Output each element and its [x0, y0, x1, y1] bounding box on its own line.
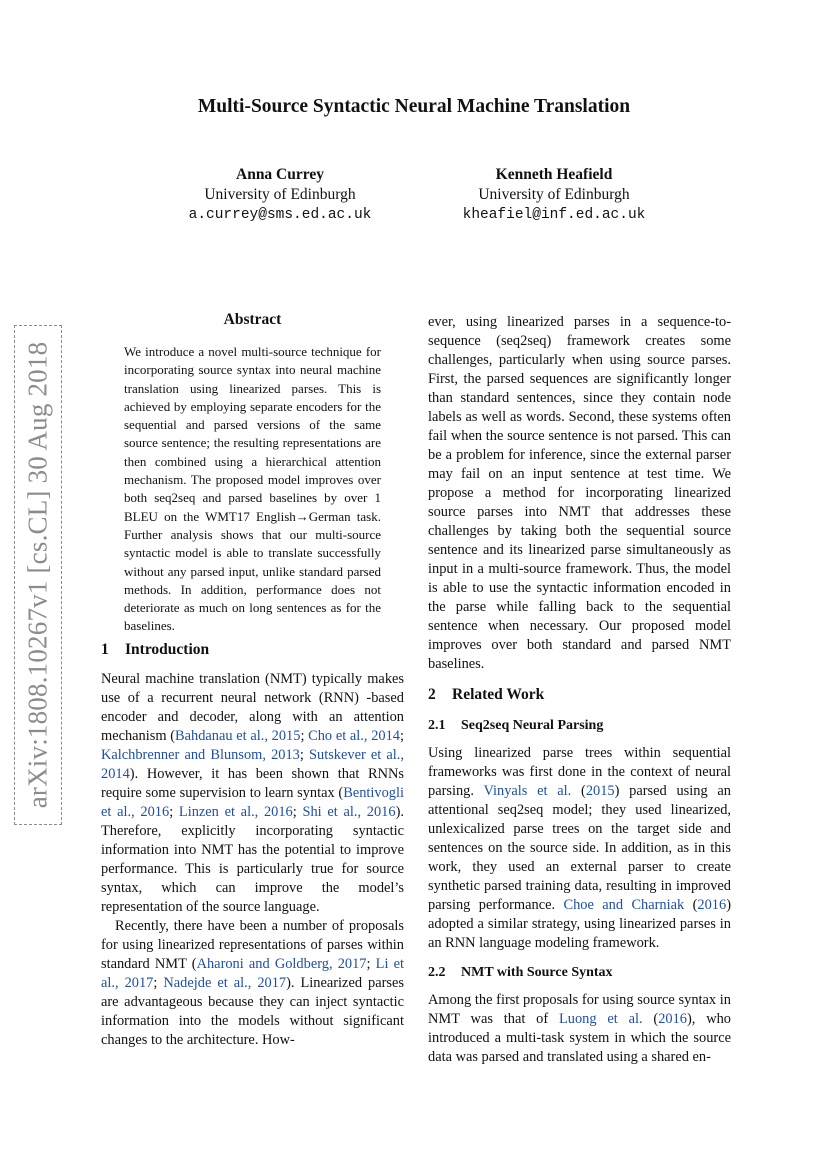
section-heading-introduction: [101, 641, 209, 659]
abstract-text: We introduce a novel multi-source technique for incorporating source syntax into neural machine translation using linearized parses. This is achieved by employing separate encoders for the sequential and parsed versions of the same source sentence; the resulting representations are then combined using a hierarchical attention mechanism. The proposed model improves over both seq2seq and parsed baselines by over 1 BLEU on the WMT17 English→German task. Further analysis shows that our multi-source syntactic model is able to translate successfully without any parsed input, unlike standard parsed methods. In addition, performance does not deteriorate as much on long sentences as for the baselines.: [124, 344, 381, 634]
arxiv-stamp-text: arXiv:1808.10267v1 [cs.CL] 30 Aug 2018: [22, 341, 53, 809]
related-2-2-body: [428, 991, 731, 1067]
text-run: ;: [399, 728, 404, 744]
section-number: 1: [101, 641, 109, 658]
abstract-heading: Abstract: [223, 311, 282, 328]
author-email: kheafiel@inf.ed.ac.uk: [462, 207, 646, 223]
subsection-heading-nmt-source-syntax: [428, 965, 613, 981]
text-run: Among the first proposals for using source syntax in NMT was that of: [428, 992, 731, 1027]
citation-link[interactable]: 2015: [585, 783, 615, 799]
citation-link[interactable]: Nadejde et al., 2017: [163, 975, 287, 991]
citation-link[interactable]: Vinyals et al.: [483, 783, 572, 799]
author-block: [130, 165, 430, 225]
text-run: ;: [292, 804, 303, 820]
text-run: (: [642, 1011, 659, 1027]
paper-title: Multi-Source Syntactic Neural Machine Translation: [197, 96, 631, 117]
text-run: (: [571, 783, 586, 799]
author-affiliation: University of Edinburgh: [204, 186, 356, 203]
text-run: (: [684, 897, 698, 913]
paragraph: [101, 917, 404, 1050]
citation-link[interactable]: Kalchbrenner and Blunsom, 2013: [101, 747, 300, 763]
text-run: ;: [299, 747, 309, 763]
text-run: ), who introduced a multi-task system in which the source data was parsed and translated using a shared en-: [428, 1011, 732, 1065]
text-run: ). However, it has been shown that RNNs require some supervision to learn syntax (: [101, 766, 404, 801]
intro-body: [101, 670, 404, 1050]
citation-link[interactable]: Li et al., 2017: [101, 956, 404, 991]
author-block: [404, 165, 704, 225]
citation-link[interactable]: Sutskever et al., 2014: [101, 747, 404, 782]
text-run: ). Therefore, explicitly incorporating syntactic information into NMT has the potential to improve performance. This is particularly true for source syntax, which can improve the model’s representation of the source language.: [101, 804, 404, 915]
citation-link[interactable]: Cho et al., 2014: [308, 728, 400, 744]
citation-link[interactable]: Bentivogli et al., 2016: [101, 785, 404, 820]
citation-link[interactable]: Choe and Charniak: [563, 897, 685, 913]
citation-link[interactable]: Bahdanau et al., 2015: [175, 728, 301, 744]
citation-link[interactable]: Luong et al.: [558, 1011, 643, 1027]
intro-continuation: ever, using linearized parses in a sequence-to-sequence (seq2seq) framework creates some challenges, particularly when using source parses. First, the parsed sequences are significantly longer than standard sentences, since they contain node labels as well as words. Second, these systems often fail when the source sentence is not parsed. This can be a problem for inference, since the external parser may fail on an input sentence at test time. We propose a method for incorporating linearized source parses into NMT that addresses these challenges by taking both the sequential source sentence and its linearized parse simultaneously as input in a multi-source framework. Thus, the model is able to use the syntactic information encoded in the parse while falling back to the sequential sentence when necessary. Our proposed model improves over both standard and parsed NMT baselines.: [428, 314, 731, 672]
text-run: ;: [366, 956, 376, 972]
text-run: Recently, there have been a number of proposals for using linearized representations of parses within standard NMT (: [101, 918, 404, 972]
text-run: ). Linearized parses are advantageous because they can inject syntactic information into the models without significant changes to the architecture. How-: [101, 975, 404, 1048]
subsection-number: 2.2: [428, 965, 446, 980]
citation-link[interactable]: 2016: [697, 897, 727, 913]
paragraph: [101, 670, 404, 917]
author-name: Anna Currey: [236, 166, 324, 183]
subsection-title: Seq2seq Neural Parsing: [461, 718, 604, 733]
citation-link[interactable]: 2016: [658, 1011, 687, 1027]
text-run: Neural machine translation (NMT) typically makes use of a recurrent neural network (RNN) -based encoder and decoder, along with an attention mechanism (: [101, 671, 404, 744]
subsection-title: NMT with Source Syntax: [461, 965, 613, 980]
subsection-heading-seq2seq-parsing: [428, 718, 603, 734]
author-affiliation: University of Edinburgh: [478, 186, 630, 203]
section-title: Introduction: [125, 641, 210, 658]
text-run: Using linearized parse trees within sequential frameworks was first done in the context of neural parsing.: [428, 745, 731, 799]
text-run: ) parsed using an attentional seq2seq model; they used linearized, unlexicalized parse trees on the target side and sentences on the source side. In addition, as in this work, they used an external parser to create synthetic parsed training data, resulting in improved parsing performance.: [428, 783, 732, 913]
text-run: ;: [300, 728, 309, 744]
author-name: Kenneth Heafield: [495, 166, 613, 183]
text-run: ;: [169, 804, 179, 820]
paragraph: [428, 744, 731, 953]
section-heading-related-work: [428, 686, 544, 704]
section-number: 2: [428, 686, 436, 703]
text-run: ;: [153, 975, 164, 991]
citation-link[interactable]: Linzen et al., 2016: [178, 804, 293, 820]
text-run: ) adopted a similar strategy, using linearized parses in an RNN language modeling framework.: [428, 897, 731, 951]
arxiv-stamp: [14, 325, 62, 825]
citation-link[interactable]: Shi et al., 2016: [302, 804, 396, 820]
citation-link[interactable]: Aharoni and Goldberg, 2017: [196, 956, 367, 972]
paragraph: [428, 991, 731, 1067]
subsection-number: 2.1: [428, 718, 446, 733]
section-title: Related Work: [452, 686, 545, 703]
author-email: a.currey@sms.ed.ac.uk: [188, 207, 372, 223]
related-2-1-body: [428, 744, 731, 953]
